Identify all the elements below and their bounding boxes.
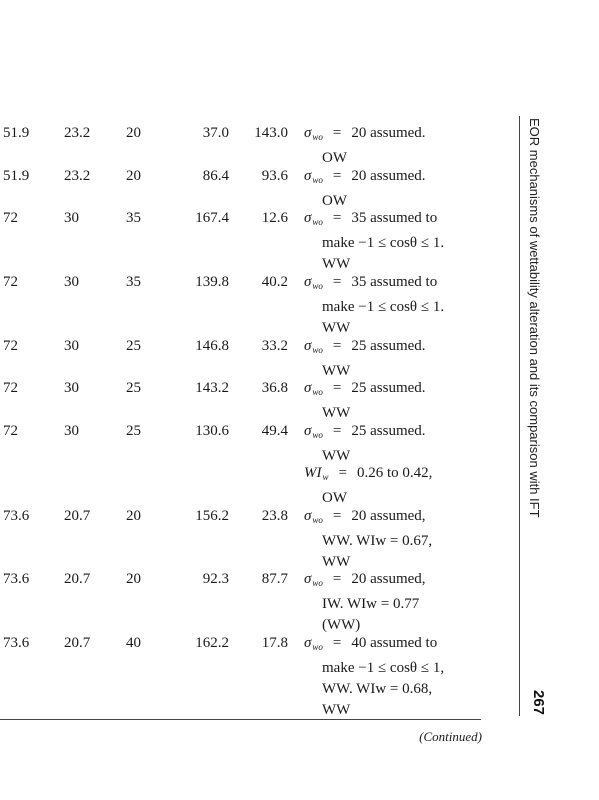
remark-text: 35 assumed to	[351, 210, 438, 226]
remark-text: 20 assumed.	[351, 125, 426, 141]
remark-text: 20 assumed,	[351, 508, 426, 524]
table-cell: 20	[126, 168, 141, 184]
table-cell: 20.7	[64, 635, 91, 651]
table-cell: 130.6	[195, 423, 229, 439]
remark-text: 40 assumed to	[351, 635, 438, 651]
table-cell: 51.9	[3, 168, 30, 184]
remark-cell	[304, 506, 486, 573]
remark-text: WW. WIw = 0.68,	[322, 681, 433, 697]
table-cell: 20	[126, 125, 141, 141]
remark-equals: =	[338, 465, 347, 481]
table-cell: 92.3	[202, 571, 229, 587]
table-cell: 40.2	[261, 274, 288, 290]
remark-text: 20 assumed,	[351, 571, 426, 587]
table-cell: 30	[64, 423, 79, 439]
table-cell: 17.8	[261, 635, 288, 651]
remark-text: IW. WIw = 0.77	[322, 596, 420, 612]
remark-equals: =	[332, 423, 342, 439]
remark-equals: =	[332, 210, 342, 226]
table-cell: 23.2	[64, 168, 91, 184]
remark-equals: =	[332, 635, 342, 651]
remark-cell	[304, 272, 486, 339]
remark-text: 0.26 to 0.42,	[356, 465, 433, 481]
table-cell: 23.2	[64, 125, 91, 141]
page-number: 267	[530, 690, 547, 716]
running-head-rule	[519, 116, 520, 716]
remark-symbol: $\sigma_{wo}$	[304, 380, 323, 397]
continued-note: (Continued)	[419, 729, 482, 744]
table-cell: 72	[3, 423, 18, 439]
remark-symbol: $\sigma_{wo}$	[304, 125, 323, 142]
table-cell: 30	[64, 338, 79, 354]
remark-symbol: $\sigma_{wo}$	[304, 635, 323, 652]
table-cell: 25	[126, 380, 141, 396]
remark-text: WW	[322, 448, 351, 464]
table-cell: 40	[126, 635, 141, 651]
remark-cell	[304, 123, 486, 169]
table-cell: 25	[126, 423, 141, 439]
table-cell: 20	[126, 508, 141, 524]
table-cell: 73.6	[3, 508, 30, 524]
remark-text: WW	[322, 554, 351, 570]
remark-symbol: $\sigma_{wo}$	[304, 210, 323, 227]
table-cell: 30	[64, 274, 79, 290]
remark-text: OW	[322, 193, 347, 209]
remark-text: 20 assumed.	[351, 168, 426, 184]
table-cell: 20.7	[64, 508, 91, 524]
remark-symbol: $\sigma_{wo}$	[304, 508, 323, 525]
remark-text: WW. WIw = 0.67,	[322, 533, 433, 549]
table-cell: 143.0	[254, 125, 288, 141]
remark-text: 25 assumed.	[351, 380, 426, 396]
table-cell: 30	[64, 380, 79, 396]
table-cell: 51.9	[3, 125, 30, 141]
remark-text: make −1 ≤ cosθ ≤ 1.	[322, 235, 445, 251]
remark-symbol: $\sigma_{wo}$	[304, 274, 323, 291]
table-cell: 86.4	[202, 168, 229, 184]
remark-cell	[304, 463, 486, 509]
table-cell: 162.2	[195, 635, 229, 651]
remark-cell	[304, 166, 486, 212]
remark-equals: =	[332, 508, 342, 524]
remark-equals: =	[332, 274, 342, 290]
table-bottom-rule	[0, 719, 481, 720]
remark-text: WW	[322, 320, 351, 336]
table-cell: 139.8	[195, 274, 229, 290]
table-cell: 25	[126, 338, 141, 354]
remark-text: WW	[322, 256, 351, 272]
remark-cell	[304, 208, 486, 275]
table-cell: 37.0	[202, 125, 229, 141]
table-cell: 72	[3, 274, 18, 290]
table-cell: 93.6	[261, 168, 288, 184]
table-cell: 156.2	[195, 508, 229, 524]
table-cell: 72	[3, 338, 18, 354]
table-cell: 49.4	[261, 423, 288, 439]
remark-text: WW	[322, 405, 351, 421]
remark-cell	[304, 633, 486, 721]
remark-equals: =	[332, 125, 342, 141]
remark-text: make −1 ≤ cosθ ≤ 1,	[322, 660, 445, 676]
remark-equals: =	[332, 338, 342, 354]
table-cell: 30	[64, 210, 79, 226]
remark-text: 35 assumed to	[351, 274, 438, 290]
table-cell: 23.8	[261, 508, 288, 524]
remark-equals: =	[332, 380, 342, 396]
remark-cell	[304, 569, 486, 636]
remark-text: WW	[322, 363, 351, 379]
table-cell: 167.4	[195, 210, 229, 226]
remark-cell	[304, 336, 486, 382]
table-cell: 146.8	[195, 338, 229, 354]
remark-symbol: $\sigma_{wo}$	[304, 571, 323, 588]
table-cell: 143.2	[195, 380, 229, 396]
table-cell: 12.6	[261, 210, 288, 226]
table-cell: 72	[3, 210, 18, 226]
remark-text: WW	[322, 702, 351, 718]
table-cell: 35	[126, 274, 141, 290]
table-cell: 35	[126, 210, 141, 226]
remark-symbol: $\sigma_{wo}$	[304, 338, 323, 355]
remark-text: OW	[322, 150, 347, 166]
remark-text: 25 assumed.	[351, 423, 426, 439]
remark-cell	[304, 421, 486, 467]
remark-equals: =	[332, 168, 342, 184]
table-cell: 20	[126, 571, 141, 587]
remark-equals: =	[332, 571, 342, 587]
remark-text: make −1 ≤ cosθ ≤ 1.	[322, 299, 445, 315]
table-cell: 73.6	[3, 635, 30, 651]
table-cell: 73.6	[3, 571, 30, 587]
remark-symbol: $\sigma_{wo}$	[304, 168, 323, 185]
table-cell: 33.2	[261, 338, 288, 354]
remark-text: OW	[322, 490, 347, 506]
remark-text: 25 assumed.	[351, 338, 426, 354]
running-head: EOR mechanisms of wettability alteration and its comparison with IFT	[527, 118, 542, 518]
table-cell: 72	[3, 380, 18, 396]
remark-text: (WW)	[322, 617, 361, 633]
remark-symbol: $\sigma_{wo}$	[304, 423, 323, 440]
remark-symbol: $WI_w$	[304, 465, 329, 482]
table-cell: 87.7	[261, 571, 288, 587]
table-cell: 20.7	[64, 571, 91, 587]
remark-cell	[304, 378, 486, 424]
table-cell: 36.8	[261, 380, 288, 396]
